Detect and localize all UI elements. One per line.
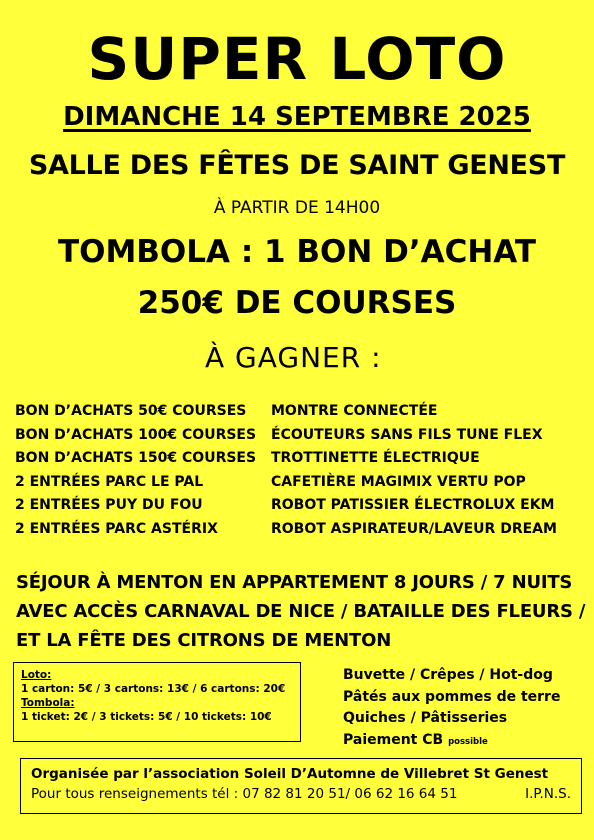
payment-note: possible — [448, 736, 488, 747]
prizes-left-list — [15, 400, 256, 541]
prize-item: BON D’ACHATS 150€ COURSES — [15, 450, 257, 466]
prize-item: 2 ENTRÉES PUY DU FOU — [15, 497, 203, 513]
organizer-line: Organisée par l’association Soleil D’Automne de Villebret St Genest — [31, 766, 549, 782]
prize-item: 2 ENTRÉES PARC ASTÉRIX — [15, 520, 218, 537]
payment-info — [343, 730, 560, 754]
price-box — [13, 662, 301, 742]
food-item: Buvette / Crêpes / Hot-dog — [343, 667, 553, 683]
food-item: Pâtés aux pommes de terre — [343, 688, 561, 705]
tombola-line-1: TOMBOLA : 1 BON D’ACHAT — [57, 234, 537, 270]
prize-item: ÉCOUTEURS SANS FILS TUNE FLEX — [271, 426, 543, 443]
tombola-prices: 1 ticket: 2€ / 3 tickets: 5€ / 10 tickets: 10€ — [21, 711, 272, 723]
prize-item: 2 ENTRÉES PARC LE PAL — [15, 473, 204, 490]
food-item: Quiches / Pâtisseries — [343, 710, 508, 726]
prize-item: ROBOT ASPIRATEUR/LAVEUR DREAM — [271, 520, 557, 537]
contact-info: Pour tous renseignements tél : 07 82 81 20 51/ 06 62 16 64 51 — [31, 786, 458, 802]
grand-prize: SÉJOUR À MENTON EN APPARTEMENT 8 JOURS / 7 NUITS AVEC ACCÈS CARNAVAL DE NICE / BATAILLE DES FLEURS / ET LA FÊTE DES CITRONS DE MENTON — [16, 572, 586, 651]
prize-item: MONTRE CONNECTÉE — [271, 403, 438, 419]
prizes-heading: À GAGNER : — [205, 341, 382, 374]
prize-item: CAFETIÈRE MAGIMIX VERTU POP — [271, 473, 526, 490]
prize-item: BON D’ACHATS 50€ COURSES — [15, 403, 247, 419]
event-date: DIMANCHE 14 SEPTEMBRE 2025 — [63, 102, 531, 132]
prize-item: TROTTINETTE ÉLECTRIQUE — [271, 450, 480, 466]
ipns-label: I.P.N.S. — [525, 786, 571, 802]
prize-item: BON D’ACHATS 100€ COURSES — [15, 426, 257, 443]
tombola-line-2: 250€ DE COURSES — [137, 285, 457, 321]
start-time: À PARTIR DE 14H00 — [213, 198, 381, 218]
prizes-right-list — [271, 400, 557, 541]
event-venue: SALLE DES FÊTES DE SAINT GENEST — [28, 150, 566, 181]
loto-prices: 1 carton: 5€ / 3 cartons: 13€ / 6 cartons: 20€ — [21, 683, 286, 695]
poster-title: SUPER LOTO — [87, 25, 507, 93]
tombola-label: Tombola: — [21, 697, 75, 709]
contact-row — [31, 784, 571, 804]
prize-item: ROBOT PATISSIER ÉLECTROLUX EKM — [271, 497, 555, 513]
payment-label: Paiement CB — [343, 731, 444, 748]
loto-label: Loto: — [21, 669, 52, 681]
footer-box — [20, 758, 582, 814]
food-list — [343, 665, 560, 753]
